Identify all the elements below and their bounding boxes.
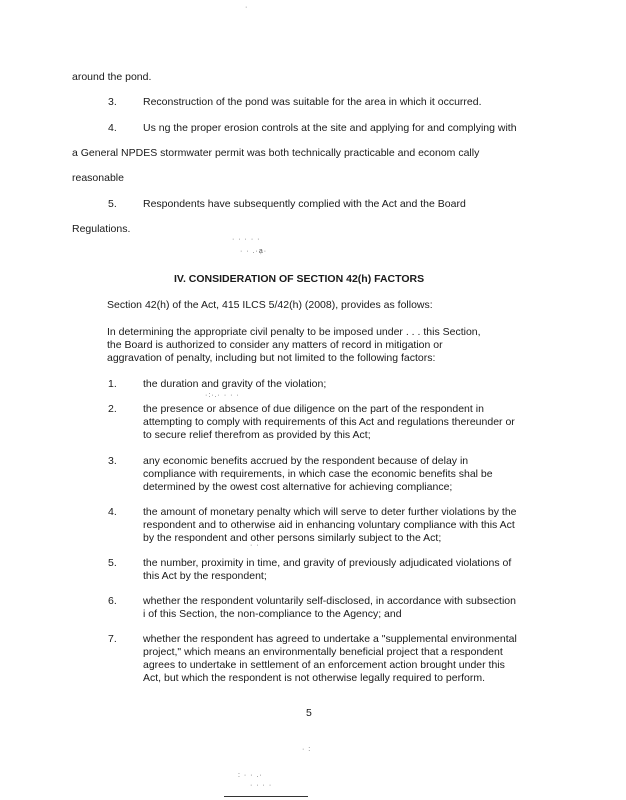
statute-intro: Section 42(h) of the Act, 415 ILCS 5/42(h) (2008), provides as follows: <box>107 299 433 311</box>
finding-text: Respondents have subsequently complied with the Act and the Board <box>143 198 466 210</box>
factor-line: by the respondent and other persons similarly subject to the Act; <box>143 532 442 544</box>
factor-number: 1. <box>108 378 117 390</box>
factor-line: attempting to comply with requirements of this Act and regulations thereunder or <box>143 416 515 428</box>
factor-number: 6. <box>108 595 117 607</box>
factor-number: 2. <box>108 403 117 415</box>
factor-line: to secure relief therefrom as provided by this Act; <box>143 429 371 441</box>
scan-artifact: · · · · · <box>232 236 261 243</box>
finding-text: a General NPDES stormwater permit was both technically practicable and econom cally <box>72 147 480 159</box>
factor-line: the amount of monetary penalty which will serve to deter further violations by the <box>143 506 517 518</box>
factor-line: i of this Section, the non-compliance to the Agency; and <box>143 608 402 620</box>
factor-number: 4. <box>108 506 117 518</box>
factor-line: respondent and to otherwise aid in enhancing voluntary compliance with this Act <box>143 519 515 531</box>
factor-line: whether the respondent has agreed to undertake a "supplemental environmental <box>143 633 517 645</box>
quote-line: the Board is authorized to consider any matters of record in mitigation or <box>107 339 443 351</box>
finding-text: Us ng the proper erosion controls at the site and applying for and complying with <box>143 122 517 134</box>
finding-text: Reconstruction of the pond was suitable for the area in which it occurred. <box>143 96 482 108</box>
factor-number: 7. <box>108 633 117 645</box>
factor-line: the number, proximity in time, and gravity of previously adjudicated violations of <box>143 557 512 569</box>
factor-number: 5. <box>108 557 117 569</box>
scan-artifact: · : <box>302 746 312 753</box>
scan-artifact: · <box>245 4 249 11</box>
factor-line: whether the respondent voluntarily self-disclosed, in accordance with subsection <box>143 595 516 607</box>
quote-line: aggravation of penalty, including but not limited to the following factors: <box>107 352 436 364</box>
factor-line: the duration and gravity of the violation; <box>143 378 327 390</box>
scan-artifact: · · · · <box>250 782 273 789</box>
scan-artifact: · · .·ạ· <box>240 248 268 255</box>
bottom-scan-line <box>224 796 308 797</box>
scan-artifact: · · <box>250 542 260 549</box>
finding-number: 4. <box>108 122 117 134</box>
factor-line: the presence or absence of due diligence on the part of the respondent in <box>143 403 484 415</box>
factor-line: agrees to undertake in settlement of an enforcement action brought under this <box>143 659 505 671</box>
section-heading: IV. CONSIDERATION OF SECTION 42(h) FACTORS <box>174 273 425 285</box>
factor-line: project," which means an environmentally beneficial project that a respondent <box>143 646 503 658</box>
page-number: 5 <box>306 707 312 719</box>
finding-number: 3. <box>108 96 117 108</box>
factor-line: Act, but which the respondent is not otherwise legally required to perform. <box>143 672 486 684</box>
factor-number: 3. <box>108 455 117 467</box>
factor-line: compliance with requirements, in which case the economic benefits shal be <box>143 468 493 480</box>
factor-line: this Act by the respondent; <box>143 570 267 582</box>
finding-number: 5. <box>108 198 117 210</box>
intro-line: around the pond. <box>72 71 152 83</box>
scan-artifact: ·:·.· · · · <box>205 392 240 399</box>
finding-text: Regulations. <box>72 223 131 235</box>
finding-text: reasonable <box>72 172 124 184</box>
factor-line: any economic benefits accrued by the respondent because of delay in <box>143 455 469 467</box>
quote-line: In determining the appropriate civil penalty to be imposed under . . . this Section, <box>107 326 481 338</box>
factor-line: determined by the owest cost alternative for achieving compliance; <box>143 481 453 493</box>
scan-artifact: : · · .· <box>238 772 263 779</box>
